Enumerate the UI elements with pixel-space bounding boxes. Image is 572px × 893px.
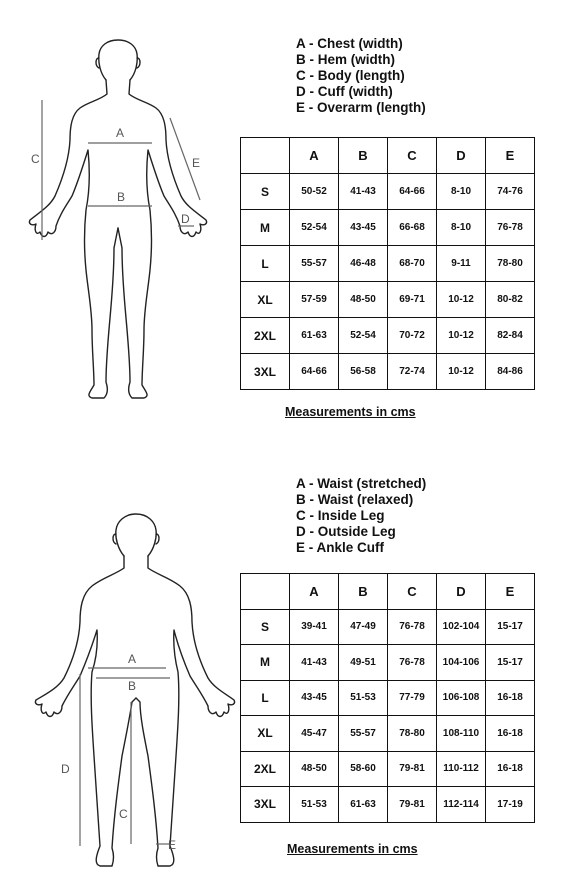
table-cell: 82-84 [486, 318, 535, 354]
table-cell: 78-80 [388, 716, 437, 752]
table-cell: 10-12 [437, 318, 486, 354]
table-row [241, 282, 535, 318]
table-cell: 16-18 [486, 716, 535, 752]
table-header-cell: B [339, 574, 388, 610]
figure-label-c: C [119, 807, 128, 821]
size-label: 3XL [241, 787, 290, 823]
top-size-chart [0, 0, 572, 440]
table-row [241, 751, 535, 787]
figure-label-e: E [168, 838, 177, 852]
table-cell: 52-54 [290, 210, 339, 246]
top-legend [296, 36, 426, 116]
table-cell: 80-82 [486, 282, 535, 318]
table-cell: 104-106 [437, 645, 486, 681]
table-row [241, 354, 535, 390]
table-cell: 8-10 [437, 174, 486, 210]
table-cell: 61-63 [339, 787, 388, 823]
table-cell: 56-58 [339, 354, 388, 390]
legend-item-e: E - Overarm (length) [296, 100, 426, 115]
table-cell: 64-66 [388, 174, 437, 210]
size-label: 3XL [241, 354, 290, 390]
lower-body-figure [0, 446, 236, 893]
legend-item-c: C - Body (length) [296, 68, 405, 83]
size-label: M [241, 210, 290, 246]
table-header-cell [241, 138, 290, 174]
table-cell: 52-54 [339, 318, 388, 354]
table-cell: 55-57 [339, 716, 388, 752]
table-cell: 17-19 [486, 787, 535, 823]
bottom-size-table [240, 573, 535, 823]
figure-label-a: A [128, 652, 137, 666]
legend-item-e: E - Ankle Cuff [296, 540, 385, 555]
figure-label-b: B [117, 190, 126, 204]
table-header-cell: B [339, 138, 388, 174]
table-cell: 58-60 [339, 751, 388, 787]
bottom-legend [296, 476, 426, 556]
table-cell: 68-70 [388, 246, 437, 282]
table-cell: 8-10 [437, 210, 486, 246]
legend-item-a: A - Chest (width) [296, 36, 403, 51]
table-cell: 77-79 [388, 680, 437, 716]
table-cell: 64-66 [290, 354, 339, 390]
size-label: XL [241, 282, 290, 318]
table-row [241, 787, 535, 823]
table-header-cell: E [486, 138, 535, 174]
legend-item-c: C - Inside Leg [296, 508, 385, 523]
table-cell: 84-86 [486, 354, 535, 390]
bottom-size-chart [0, 446, 572, 893]
table-row [241, 680, 535, 716]
size-label: L [241, 246, 290, 282]
upper-body-figure [0, 0, 236, 405]
table-cell: 112-114 [437, 787, 486, 823]
table-header-cell: C [388, 574, 437, 610]
table-cell: 48-50 [339, 282, 388, 318]
table-header-cell: C [388, 138, 437, 174]
table-header-cell: A [290, 138, 339, 174]
measurement-note: Measurements in cms [287, 842, 418, 856]
table-header-row [241, 138, 535, 174]
table-cell: 79-81 [388, 787, 437, 823]
table-cell: 43-45 [290, 680, 339, 716]
table-cell: 66-68 [388, 210, 437, 246]
table-cell: 48-50 [290, 751, 339, 787]
table-cell: 15-17 [486, 609, 535, 645]
figure-label-d: D [181, 212, 190, 226]
table-cell: 51-53 [290, 787, 339, 823]
table-cell: 57-59 [290, 282, 339, 318]
legend-item-b: B - Hem (width) [296, 52, 395, 67]
table-cell: 76-78 [388, 645, 437, 681]
size-label: S [241, 174, 290, 210]
table-cell: 9-11 [437, 246, 486, 282]
figure-label-c: C [31, 152, 40, 166]
legend-item-d: D - Outside Leg [296, 524, 396, 539]
table-cell: 50-52 [290, 174, 339, 210]
figure-label-a: A [116, 126, 125, 140]
table-cell: 41-43 [339, 174, 388, 210]
table-header-cell: D [437, 138, 486, 174]
legend-item-b: B - Waist (relaxed) [296, 492, 414, 507]
table-cell: 43-45 [339, 210, 388, 246]
table-cell: 46-48 [339, 246, 388, 282]
table-cell: 39-41 [290, 609, 339, 645]
table-cell: 51-53 [339, 680, 388, 716]
table-header-cell: E [486, 574, 535, 610]
table-cell: 108-110 [437, 716, 486, 752]
table-cell: 78-80 [486, 246, 535, 282]
size-label: L [241, 680, 290, 716]
size-label: 2XL [241, 751, 290, 787]
table-cell: 45-47 [290, 716, 339, 752]
table-cell: 76-78 [388, 609, 437, 645]
table-cell: 69-71 [388, 282, 437, 318]
table-cell: 70-72 [388, 318, 437, 354]
size-label: 2XL [241, 318, 290, 354]
table-header-row [241, 574, 535, 610]
figure-label-d: D [61, 762, 70, 776]
table-cell: 10-12 [437, 282, 486, 318]
table-cell: 49-51 [339, 645, 388, 681]
figure-label-e: E [192, 156, 201, 170]
legend-item-a: A - Waist (stretched) [296, 476, 427, 491]
figure-label-b: B [128, 679, 137, 693]
table-row [241, 645, 535, 681]
size-label: S [241, 609, 290, 645]
table-cell: 72-74 [388, 354, 437, 390]
size-label: XL [241, 716, 290, 752]
top-size-table [240, 137, 535, 390]
table-cell: 15-17 [486, 645, 535, 681]
table-cell: 55-57 [290, 246, 339, 282]
table-header-cell: A [290, 574, 339, 610]
body-outline [29, 40, 206, 398]
size-label: M [241, 645, 290, 681]
measurement-note: Measurements in cms [285, 405, 416, 419]
table-cell: 74-76 [486, 174, 535, 210]
table-header-cell [241, 574, 290, 610]
table-cell: 76-78 [486, 210, 535, 246]
table-row [241, 609, 535, 645]
table-row [241, 716, 535, 752]
table-row [241, 246, 535, 282]
table-cell: 16-18 [486, 680, 535, 716]
table-cell: 79-81 [388, 751, 437, 787]
table-cell: 106-108 [437, 680, 486, 716]
table-cell: 47-49 [339, 609, 388, 645]
table-cell: 110-112 [437, 751, 486, 787]
table-header-cell: D [437, 574, 486, 610]
table-row [241, 174, 535, 210]
table-cell: 16-18 [486, 751, 535, 787]
table-cell: 102-104 [437, 609, 486, 645]
table-cell: 10-12 [437, 354, 486, 390]
table-row [241, 210, 535, 246]
table-cell: 61-63 [290, 318, 339, 354]
table-row [241, 318, 535, 354]
table-cell: 41-43 [290, 645, 339, 681]
legend-item-d: D - Cuff (width) [296, 84, 393, 99]
